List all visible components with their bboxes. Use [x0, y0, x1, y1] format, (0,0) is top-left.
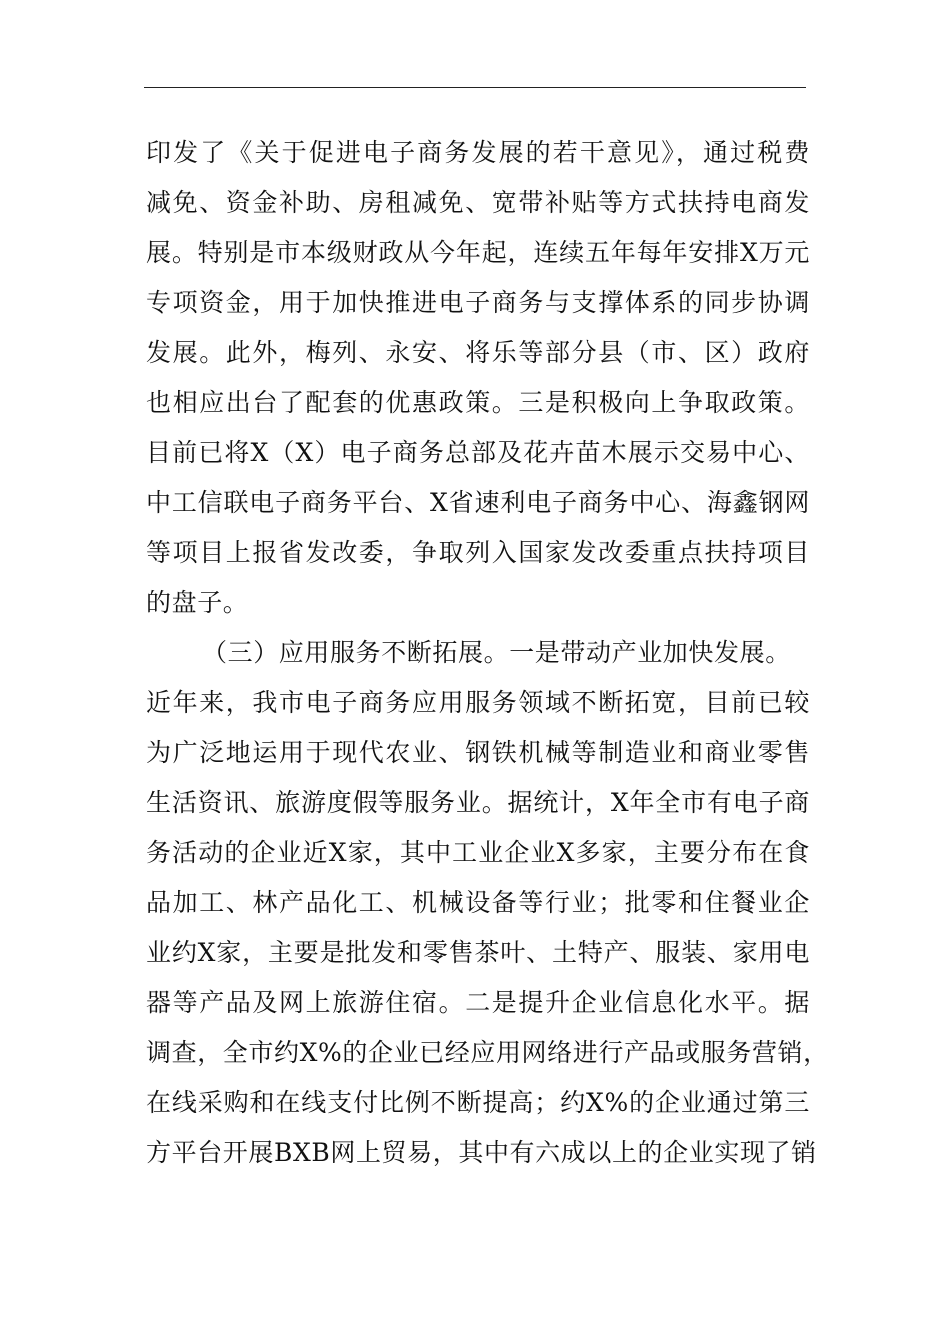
paragraph-line: 业约X家，主要是批发和零售茶叶、土特产、服装、家用电: [146, 938, 810, 967]
paragraph-line: 发展。此外，梅列、永安、将乐等部分县（市、区）政府: [146, 338, 810, 367]
paragraph-line: 器等产品及网上旅游住宿。二是提升企业信息化水平。据: [146, 988, 810, 1017]
paragraph-line: 的盘子。: [146, 588, 249, 617]
body-text: [146, 128, 829, 1178]
paragraph-line: 展。特别是市本级财政从今年起，连续五年每年安排X万元: [146, 238, 810, 267]
paragraph-line: 品加工、林产品化工、机械设备等行业；批零和住餐业企: [146, 888, 810, 917]
paragraph-line: 中工信联电子商务平台、X省速利电子商务中心、海鑫钢网: [146, 488, 810, 517]
paragraph-line: 务活动的企业近X家，其中工业企业X多家，主要分布在食: [146, 838, 810, 867]
header-rule: [144, 87, 806, 88]
paragraph-line: 近年来，我市电子商务应用服务领域不断拓宽，目前已较: [146, 688, 810, 717]
paragraph-line: 在线采购和在线支付比例不断提高；约X%的企业通过第三: [146, 1088, 810, 1117]
paragraph-line: 方平台开展BXB网上贸易，其中有六成以上的企业实现了销: [146, 1138, 817, 1167]
section-heading-line: （三）应用服务不断拓展。一是带动产业加快发展。: [202, 638, 791, 667]
paragraph-line: 生活资讯、旅游度假等服务业。据统计，X年全市有电子商: [146, 788, 810, 817]
paragraph-line: 调查，全市约X%的企业已经应用网络进行产品或服务营销，: [146, 1038, 829, 1067]
paragraph-line: 等项目上报省发改委，争取列入国家发改委重点扶持项目: [146, 538, 810, 567]
paragraph-line: 减免、资金补助、房租减免、宽带补贴等方式扶持电商发: [146, 188, 810, 217]
paragraph-line: 也相应出台了配套的优惠政策。三是积极向上争取政策。: [146, 388, 810, 417]
paragraph-line: 专项资金，用于加快推进电子商务与支撑体系的同步协调: [146, 288, 810, 317]
paragraph-line: 为广泛地运用于现代农业、钢铁机械等制造业和商业零售: [146, 738, 810, 767]
paragraph-line: 目前已将X（X）电子商务总部及花卉苗木展示交易中心、: [146, 438, 810, 467]
paragraph-line: 印发了《关于促进电子商务发展的若干意见》，通过税费: [146, 138, 810, 167]
